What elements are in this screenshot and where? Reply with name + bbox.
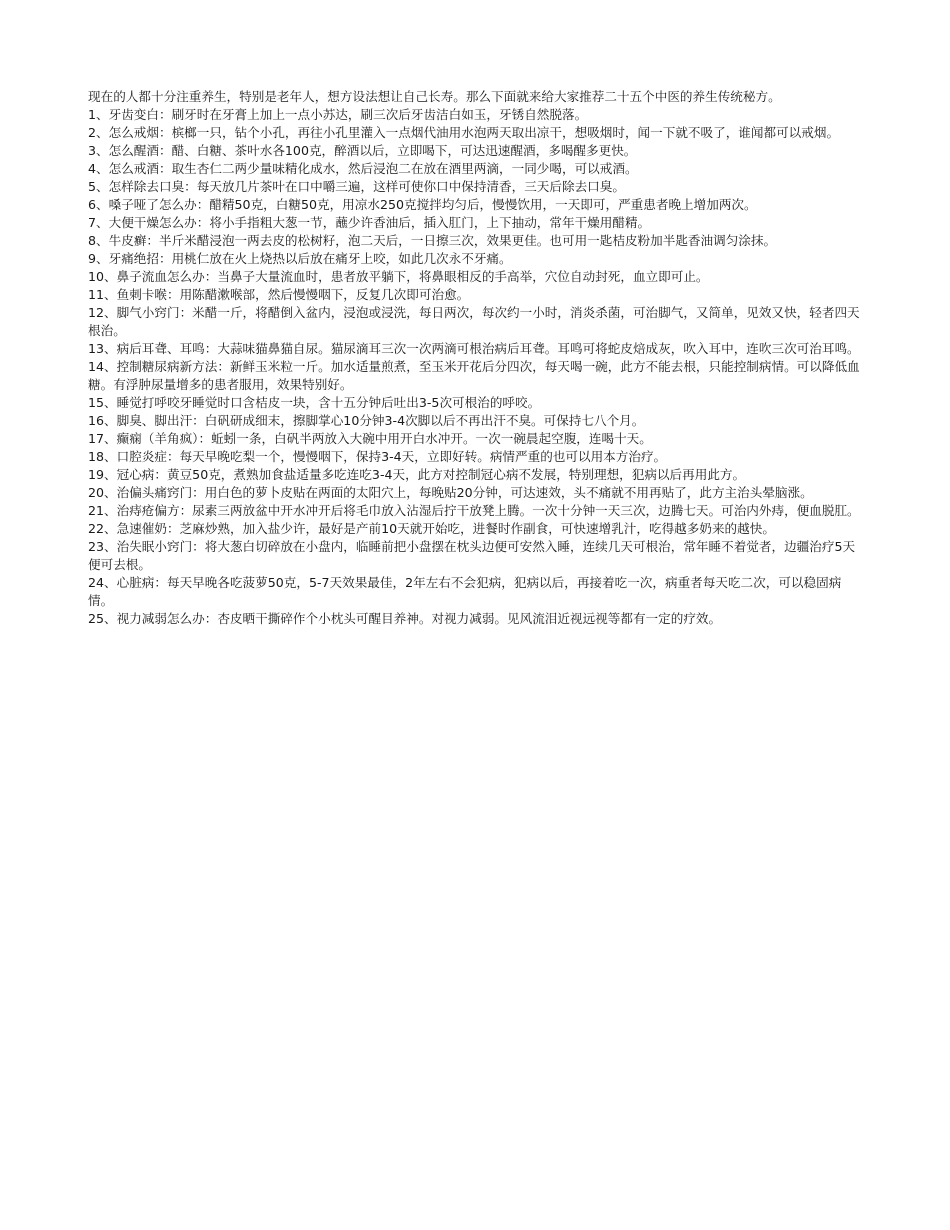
remedy-item-18: 18、口腔炎症：每天早晚吃梨一个，慢慢咽下，保持3-4天，立即好转。病情严重的也可以用本方治疗。	[88, 449, 667, 464]
remedy-item-16: 16、脚臭、脚出汗：白矾研成细末，擦脚掌心10分钟3-4次脚以后不再出汗不臭。可保持七八个月。	[88, 413, 645, 428]
remedy-item-4: 4、怎么戒酒：取生杏仁二两少量味精化成水，然后浸泡二在放在酒里两滴，一同少喝，可以戒酒。	[88, 161, 638, 176]
remedy-item-17: 17、癫痫（羊角疯）：蚯蚓一条，白矾半两放入大碗中用开白水冲开。一次一碗晨起空腹，连喝十天。	[88, 431, 652, 446]
remedy-item-5: 5、怎样除去口臭：每天放几片茶叶在口中嚼三遍，这样可使你口中保持清香，三天后除去口臭。	[88, 179, 625, 194]
remedy-item-8: 8、牛皮癣：半斤米醋浸泡一两去皮的松树籽，泡二天后，一日擦三次，效果更佳。也可用一匙桔皮粉加半匙香油调匀涂抹。	[88, 233, 777, 248]
remedy-item-23: 23、治失眠小窍门：将大葱白切碎放在小盘内，临睡前把小盘摆在枕头边便可安然入睡，连续几天可根治，常年睡不着觉者，边疆治疗5天便可去根。	[88, 539, 856, 572]
remedy-item-12: 12、脚气小窍门：米醋一斤，将醋倒入盆内，浸泡或浸洗，每日两次，每次约一小时，消炎杀菌，可治脚气，又简单，见效又快，轻者四天根治。	[88, 305, 860, 338]
remedy-item-19: 19、冠心病：黄豆50克，煮熟加食盐适量多吃连吃3-4天，此方对控制冠心病不发展，特别理想，犯病以后再用此方。	[88, 467, 746, 482]
remedy-item-24: 24、心脏病：每天早晚各吃菠萝50克，5-7天效果最佳，2年左右不会犯病，犯病以后，再接着吃一次，病重者每天吃二次，可以稳固病情。	[88, 575, 842, 608]
remedy-item-10: 10、鼻子流血怎么办：当鼻子大量流血时，患者放平躺下，将鼻眼相反的手高举，穴位自动封死，血立即可止。	[88, 269, 709, 284]
intro-paragraph: 现在的人都十分注重养生，特别是老年人，想方设法想让自己长寿。那么下面就来给大家推荐二十五个中医的养生传统秘方。	[88, 89, 781, 104]
remedy-item-13: 13、病后耳聋、耳鸣：大蒜味猫鼻猫自尿。猫尿滴耳三次一次两滴可根治病后耳聋。耳鸣可将蛇皮焙成灰，吹入耳中，连吹三次可治耳鸣。	[88, 341, 860, 356]
remedy-item-20: 20、治偏头痛窍门：用白色的萝卜皮贴在两面的太阳穴上，每晚贴20分钟，可达速效，头不痛就不用再贴了，此方主治头晕脑涨。	[88, 485, 813, 500]
remedy-item-3: 3、怎么醒酒：醋、白糖、茶叶水各100克，醉酒以后，立即喝下，可达迅速醒酒，多喝醒多更快。	[88, 143, 637, 158]
remedy-item-1: 1、牙齿变白：刷牙时在牙膏上加上一点小苏达，刷三次后牙齿洁白如玉，牙锈自然脱落。	[88, 107, 588, 122]
remedy-item-6: 6、嗓子哑了怎么办：醋精50克，白糖50克，用凉水250克搅拌均匀后，慢慢饮用，一天即可，严重患者晚上增加两次。	[88, 197, 757, 212]
remedy-item-15: 15、睡觉打呼咬牙睡觉时口含桔皮一块，含十五分钟后吐出3-5次可根治的呼咬。	[88, 395, 541, 410]
remedy-item-14: 14、控制糖尿病新方法：新鲜玉米粒一斤。加水适量煎煮，至玉米开花后分四次，每天喝一碗，此方不能去根，只能控制病情。可以降低血糖。有浮肿尿量增多的患者服用，效果特别好。	[88, 359, 860, 392]
remedy-item-9: 9、牙痛绝招：用桃仁放在火上烧热以后放在痛牙上咬，如此几次永不牙痛。	[88, 251, 512, 266]
remedy-item-21: 21、治痔疮偏方：尿素三两放盆中开水冲开后将毛巾放入沾湿后拧干放凳上腾。一次十分钟一天三次，边腾七天。可治内外痔，便血脱肛。	[88, 503, 860, 518]
remedy-item-22: 22、急速催奶：芝麻炒熟，加入盐少许，最好是产前10天就开始吃，进餐时作副食，可快速增乳汁，吃得越多奶来的越快。	[88, 521, 775, 536]
remedy-item-7: 7、大便干燥怎么办：将小手指粗大葱一节，蘸少许香油后，插入肛门，上下抽动，常年干燥用醋精。	[88, 215, 651, 230]
remedy-item-2: 2、怎么戒烟：槟榔一只，钻个小孔，再往小孔里灌入一点烟代油用水泡两天取出凉干，想吸烟时，闻一下就不吸了，谁闻都可以戒烟。	[88, 125, 840, 140]
remedy-item-25: 25、视力减弱怎么办：杏皮晒干撕碎作个小枕头可醒目养神。对视力减弱。见风流泪近视远视等都有一定的疗效。	[88, 611, 722, 626]
document-body	[88, 88, 864, 628]
remedy-item-11: 11、鱼刺卡喉：用陈醋漱喉部，然后慢慢咽下，反复几次即可治愈。	[88, 287, 470, 302]
